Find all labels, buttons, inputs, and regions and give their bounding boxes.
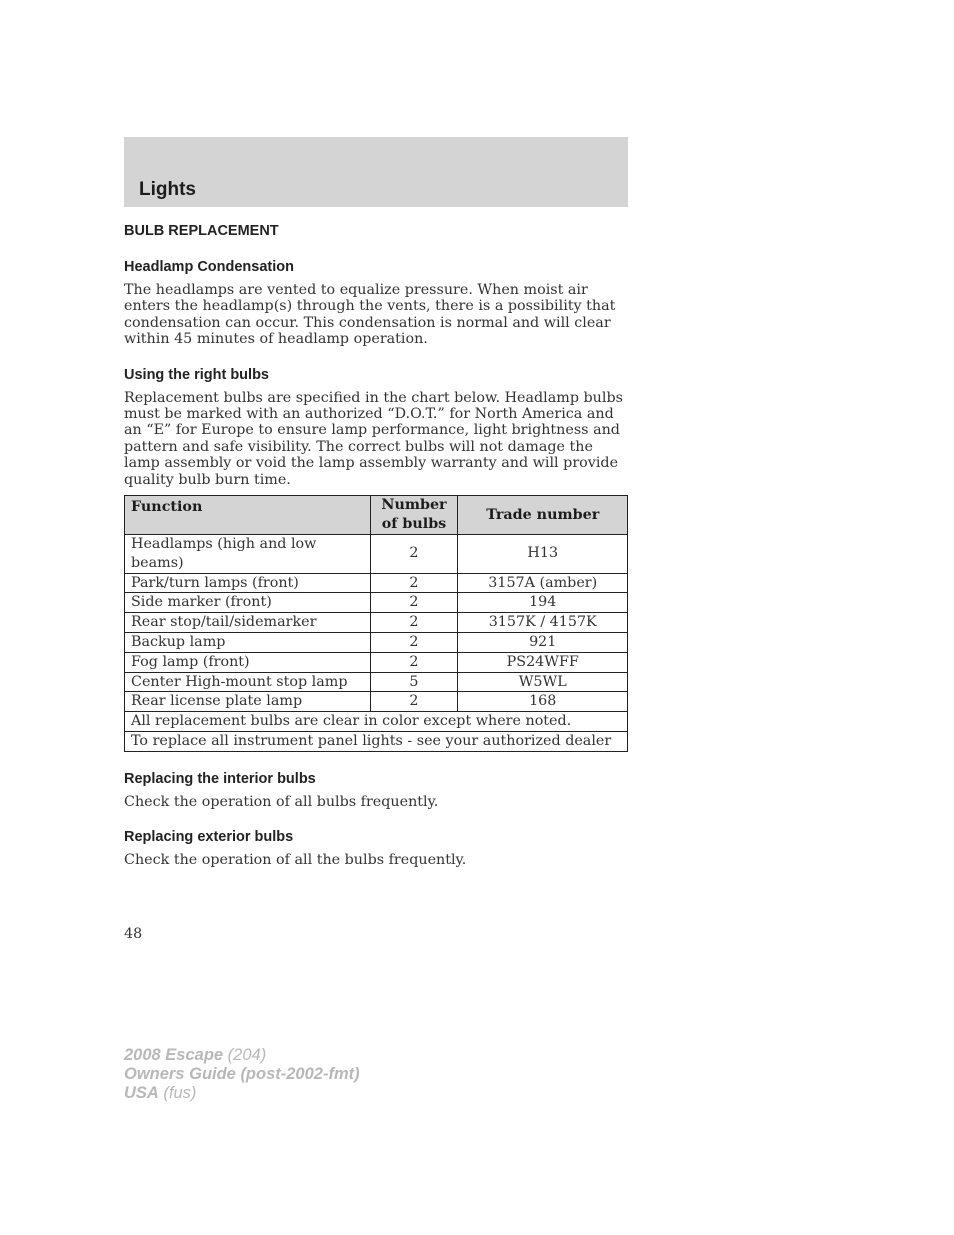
table-header-row xyxy=(125,496,628,535)
cell-trade-number: 3157K / 4157K xyxy=(458,613,628,633)
table-row xyxy=(125,613,628,633)
footer-model-code: (204) xyxy=(223,1046,267,1064)
cell-count: 2 xyxy=(370,535,458,574)
paragraph-interior-bulbs: Check the operation of all bulbs frequently. xyxy=(124,793,439,810)
page-number: 48 xyxy=(124,926,143,942)
cell-function: Park/turn lamps (front) xyxy=(125,573,371,593)
cell-trade-number: 921 xyxy=(458,633,628,653)
table-row xyxy=(125,593,628,613)
cell-function: Backup lamp xyxy=(125,633,371,653)
footer-line-market xyxy=(124,1084,360,1103)
cell-function: Rear license plate lamp xyxy=(125,692,371,712)
table-note-row xyxy=(125,732,628,752)
cell-function: Rear stop/tail/sidemarker xyxy=(125,613,371,633)
cell-trade-number: 168 xyxy=(458,692,628,712)
cell-trade-number: H13 xyxy=(458,535,628,574)
table-row xyxy=(125,633,628,653)
table-note-clear-color: All replacement bulbs are clear in color except where noted. xyxy=(125,712,628,732)
cell-trade-number: 3157A (amber) xyxy=(458,573,628,593)
cell-trade-number: PS24WFF xyxy=(458,652,628,672)
paragraph-headlamp-condensation: The headlamps are vented to equalize pressure. When moist air enters the headlamp(s) through the vents, there is a possibility that condensation can occur. This condensation is normal and will clear within 45 minutes of headlamp operation. xyxy=(124,282,616,348)
document-footer xyxy=(124,1046,360,1103)
cell-count: 5 xyxy=(370,672,458,692)
column-header-trade-number: Trade number xyxy=(458,496,628,535)
table-note-instrument-panel: To replace all instrument panel lights - see your authorized dealer xyxy=(125,732,628,752)
paragraph-exterior-bulbs: Check the operation of all the bulbs frequently. xyxy=(124,852,467,869)
footer-model-name: 2008 Escape xyxy=(124,1046,224,1064)
cell-trade-number: W5WL xyxy=(458,672,628,692)
column-header-function: Function xyxy=(125,496,371,535)
subheading-headlamp-condensation: Headlamp Condensation xyxy=(124,259,294,275)
cell-function: Fog lamp (front) xyxy=(125,652,371,672)
footer-guide-name: Owners Guide (post-2002-fmt) xyxy=(124,1065,360,1083)
cell-count: 2 xyxy=(370,613,458,633)
subheading-interior-bulbs: Replacing the interior bulbs xyxy=(124,770,316,787)
subheading-right-bulbs: Using the right bulbs xyxy=(124,366,269,383)
column-header-number-of-bulbs-text: Number of bulbs xyxy=(381,497,447,533)
section-title: BULB REPLACEMENT xyxy=(124,223,279,239)
cell-count: 2 xyxy=(370,633,458,653)
table-row xyxy=(125,652,628,672)
footer-line-model xyxy=(124,1046,360,1065)
table-row xyxy=(125,672,628,692)
cell-count: 2 xyxy=(370,652,458,672)
footer-market-code: (fus) xyxy=(158,1084,197,1102)
table-row xyxy=(125,692,628,712)
table-row xyxy=(125,573,628,593)
chapter-title: Lights xyxy=(139,179,196,200)
cell-count: 2 xyxy=(370,692,458,712)
cell-function: Headlamps (high and low beams) xyxy=(125,535,371,574)
bulb-table xyxy=(124,495,628,752)
subheading-exterior-bulbs: Replacing exterior bulbs xyxy=(124,829,294,846)
chapter-header xyxy=(124,137,628,207)
table-row xyxy=(125,535,628,574)
table-note-row xyxy=(125,712,628,732)
footer-market: USA xyxy=(124,1084,159,1102)
footer-line-guide xyxy=(124,1065,360,1084)
cell-trade-number: 194 xyxy=(458,593,628,613)
cell-function: Side marker (front) xyxy=(125,593,371,613)
page-content xyxy=(124,220,628,869)
cell-function: Center High-mount stop lamp xyxy=(125,672,371,692)
column-header-number-of-bulbs xyxy=(370,496,458,535)
cell-count: 2 xyxy=(370,573,458,593)
paragraph-right-bulbs: Replacement bulbs are specified in the chart below. Headlamp bulbs must be marked with an authorized “D.O.T.” for North America and an “E” for Europe to ensure lamp performance, light brightness and pattern and safe visibility. The correct bulbs will not damage the lamp assembly or void the lamp assembly warranty and will provide quality bulb burn time. xyxy=(124,389,623,488)
cell-count: 2 xyxy=(370,593,458,613)
